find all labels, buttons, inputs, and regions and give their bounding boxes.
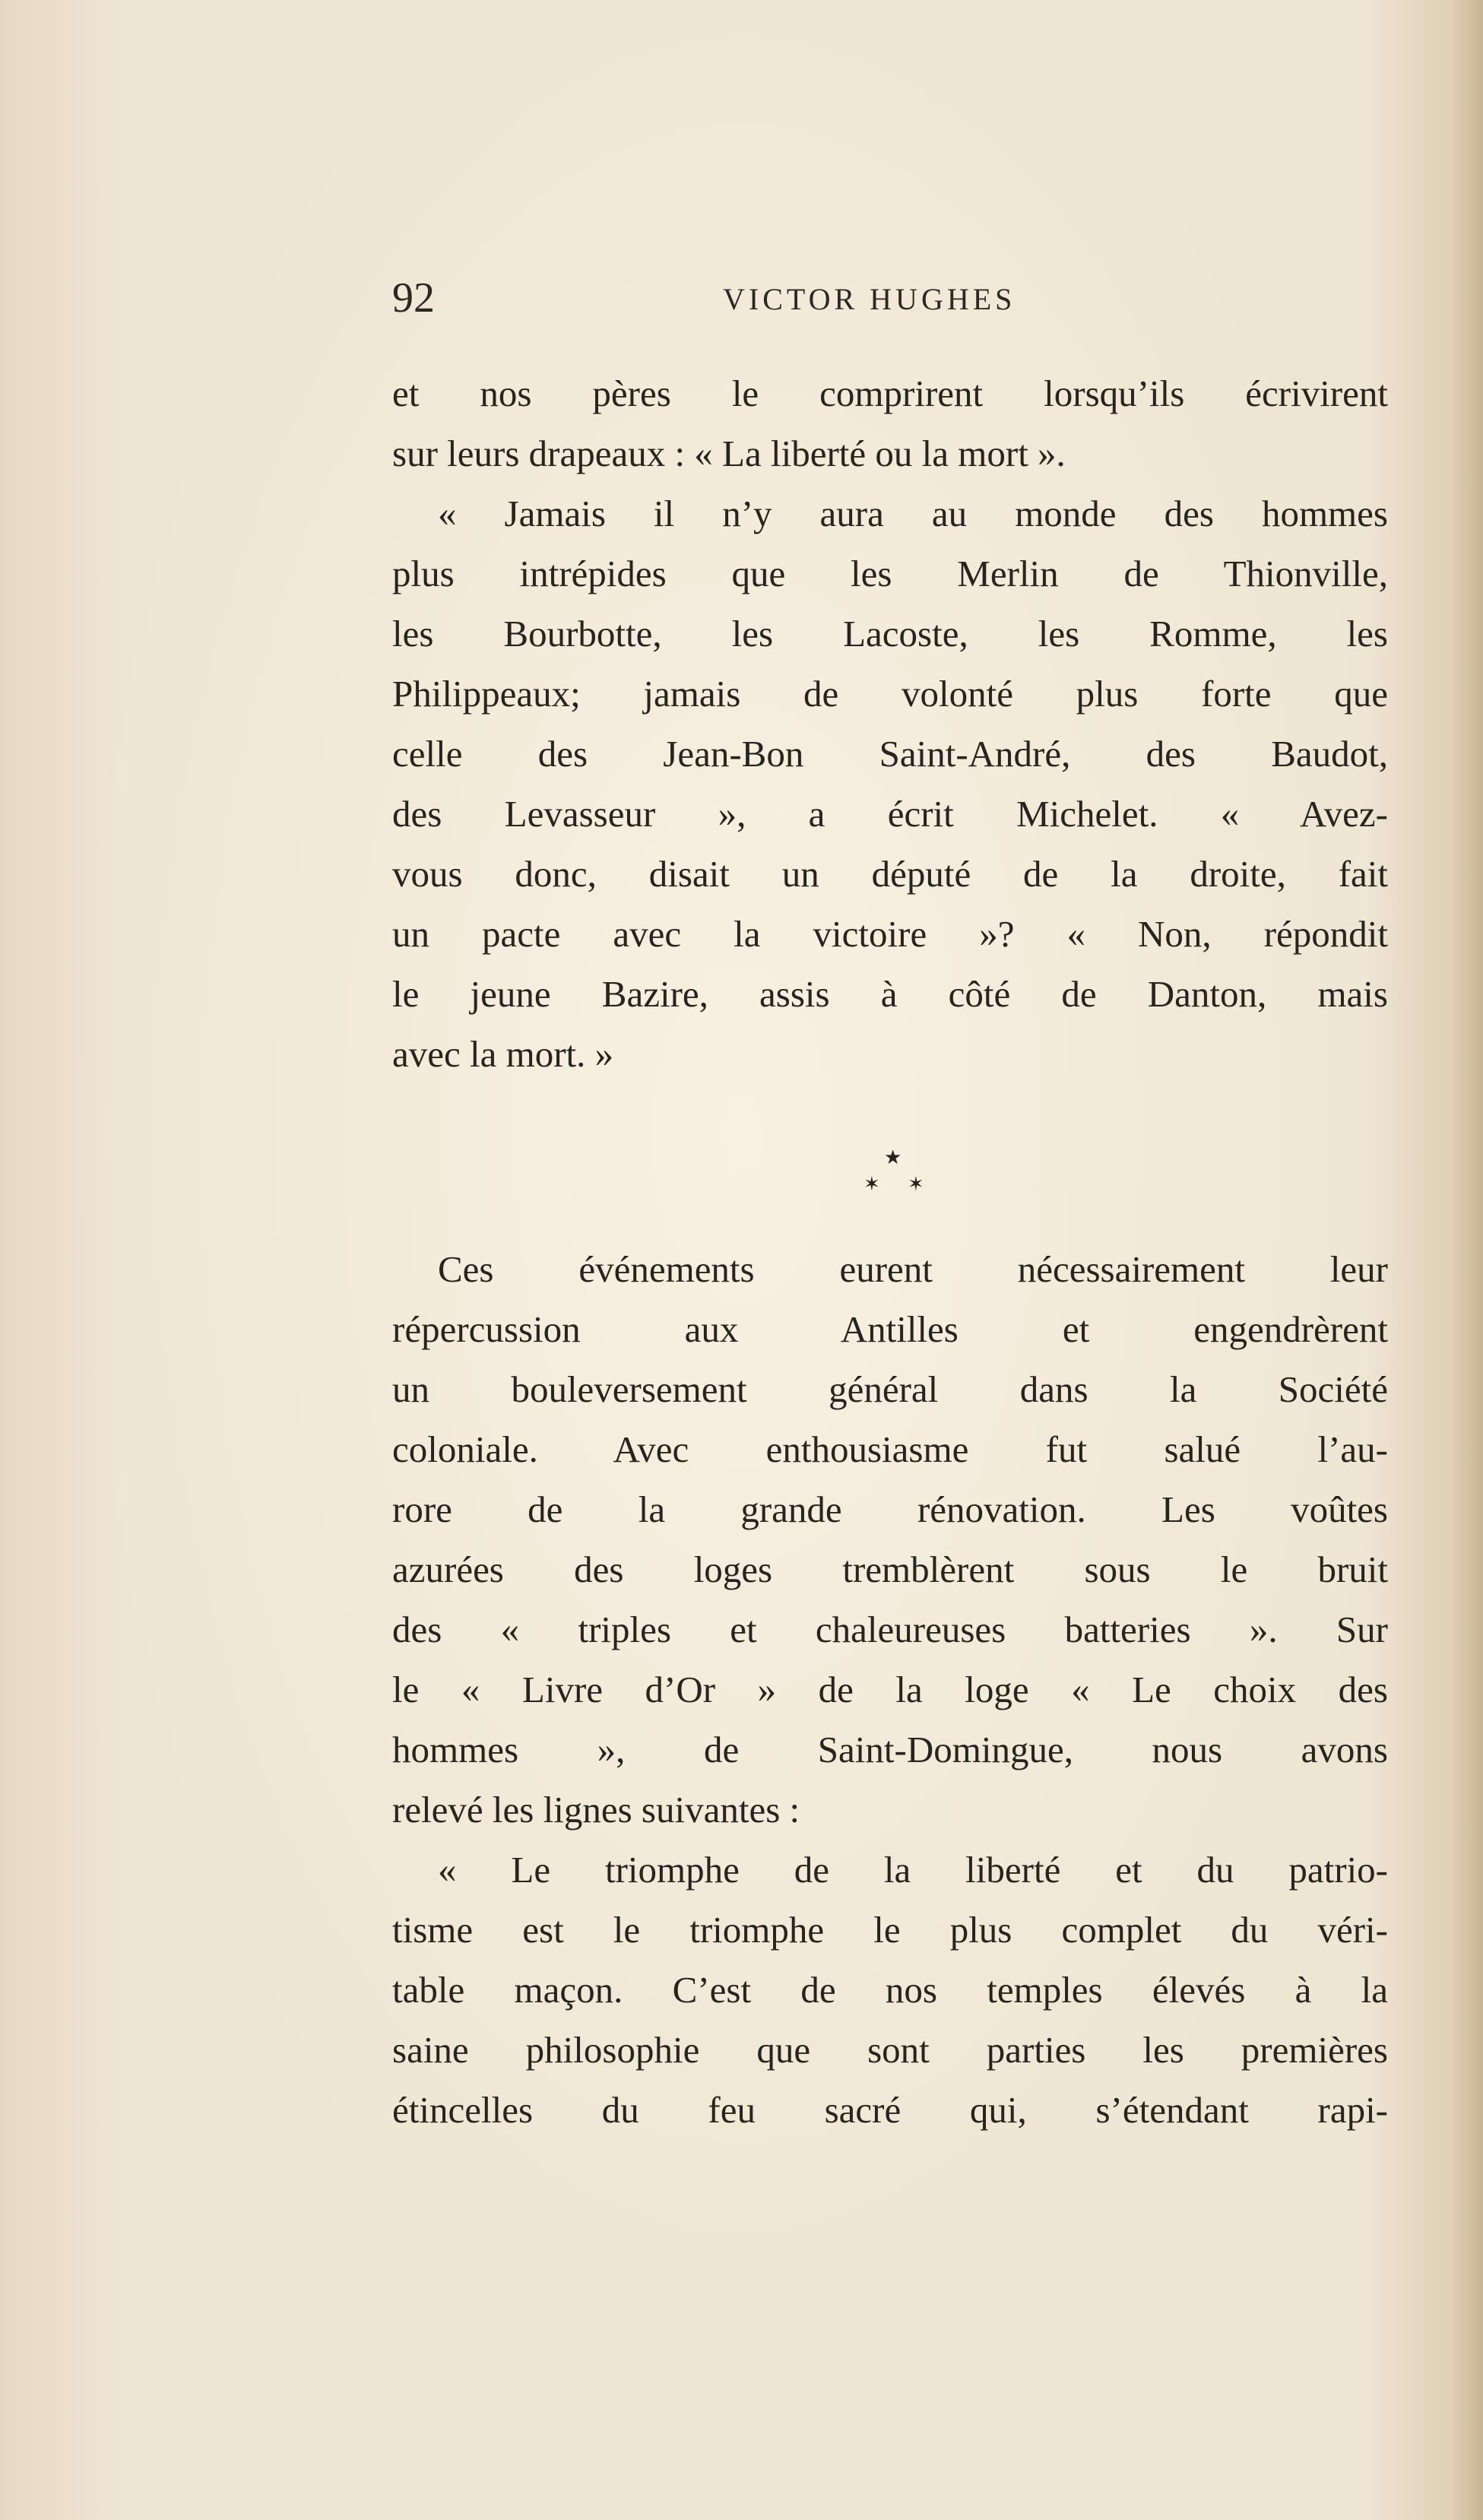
- text-line: les Bourbotte, les Lacoste, les Romme, les: [392, 613, 1388, 655]
- text-line: et nos pères le comprirent lorsqu’ils écrivirent: [392, 372, 1388, 414]
- page-number: 92: [392, 274, 435, 322]
- text-line: « Le triomphe de la liberté et du patrio-: [438, 1849, 1388, 1891]
- text-line: « Jamais il n’y aura au monde des hommes: [438, 493, 1388, 534]
- text-line: Ces événements eurent nécessairement leur: [438, 1248, 1388, 1290]
- text-line: le jeune Bazire, assis à côté de Danton, mais: [392, 973, 1388, 1015]
- text-line: le « Livre d’Or » de la loge « Le choix des: [392, 1669, 1388, 1710]
- text-line: Philippeaux; jamais de volonté plus forte que: [392, 673, 1388, 715]
- text-line: des « triples et chaleureuses batteries ». Sur: [392, 1609, 1388, 1650]
- text-line: celle des Jean-Bon Saint-André, des Baudot,: [392, 733, 1388, 775]
- section-break-asterism: [851, 1140, 924, 1196]
- star-icon: ✶: [908, 1173, 924, 1196]
- text-line: vous donc, disait un député de la droite, fait: [392, 853, 1388, 895]
- running-title: VICTOR HUGHES: [723, 282, 1016, 316]
- star-icon: ✶: [863, 1173, 880, 1196]
- text-line: saine philosophie que sont parties les premières: [392, 2029, 1388, 2071]
- text-line: plus intrépides que les Merlin de Thionville,: [392, 553, 1388, 594]
- text-line: sur leurs drapeaux : « La liberté ou la mort ».: [392, 433, 1066, 474]
- text-line: hommes », de Saint-Domingue, nous avons: [392, 1729, 1388, 1770]
- text-line: table maçon. C’est de nos temples élevés à la: [392, 1969, 1388, 2011]
- text-block-top: [392, 363, 1388, 1084]
- text-line: répercussion aux Antilles et engendrèrent: [392, 1308, 1388, 1350]
- running-head: [392, 274, 1396, 327]
- text-line: rore de la grande rénovation. Les voûtes: [392, 1488, 1388, 1530]
- star-icon: ★: [884, 1146, 902, 1169]
- text-line: relevé les lignes suivantes :: [392, 1789, 800, 1831]
- text-block-bottom: [392, 1239, 1388, 2140]
- text-line: coloniale. Avec enthousiasme fut salué l’au-: [392, 1428, 1388, 1470]
- text-line: azurées des loges tremblèrent sous le bruit: [392, 1548, 1388, 1590]
- text-line: un bouleversement général dans la Société: [392, 1368, 1388, 1410]
- text-line: tisme est le triomphe le plus complet du véri-: [392, 1909, 1388, 1951]
- text-line: étincelles du feu sacré qui, s’étendant rapi-: [392, 2089, 1388, 2131]
- text-line: des Levasseur », a écrit Michelet. « Avez-: [392, 793, 1388, 835]
- text-line: un pacte avec la victoire »? « Non, répondit: [392, 913, 1388, 955]
- text-line: avec la mort. »: [392, 1033, 614, 1075]
